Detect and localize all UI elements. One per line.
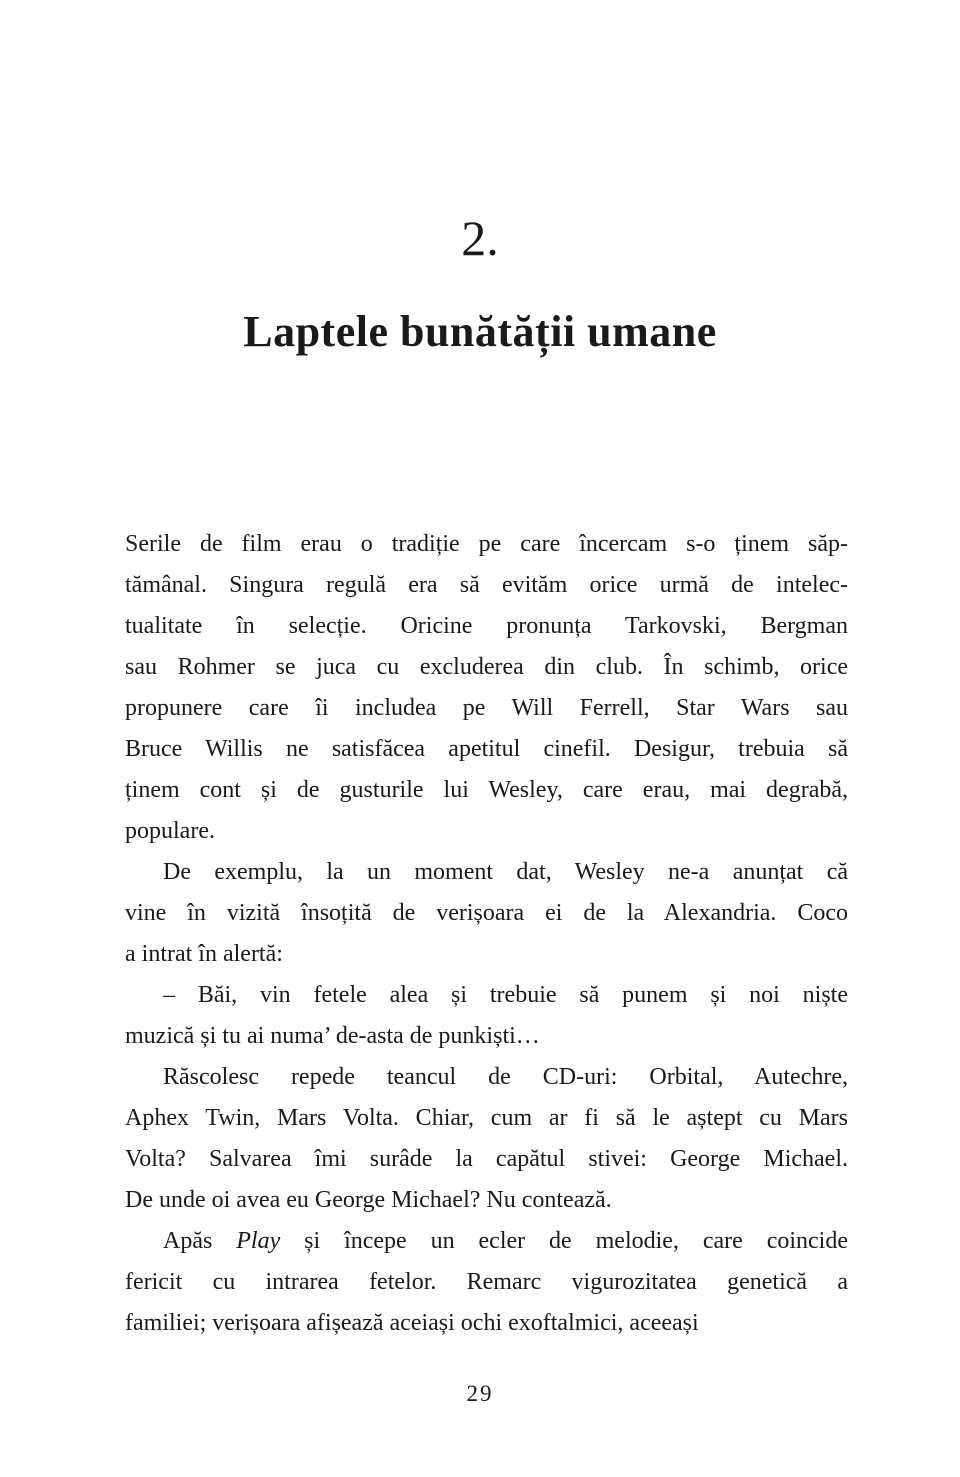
body-line: Bruce Willis ne satisfăcea apetitul cinefil. Desigur, trebuia să [125,736,848,762]
body-line: tămânal. Singura regulă era să evităm orice urmă de intelec- [125,572,848,598]
body-line: vine în vizită însoțită de verișoara ei de la Alexandria. Coco [125,900,848,926]
body-line: Aphex Twin, Mars Volta. Chiar, cum ar fi să le aștept cu Mars [125,1105,848,1131]
body-line: De exemplu, la un moment dat, Wesley ne-a anunțat că [163,859,848,885]
text-segment: și începe un ecler de melodie, care coincide [280,1228,849,1254]
paragraph [125,1221,848,1344]
body-line: fericit cu intrarea fetelor. Remarc vigurozitatea genetică a [125,1269,848,1295]
body-line: – Băi, vin fetele alea și trebuie să punem și noi niște [163,982,848,1008]
italic-word: Play [236,1228,281,1254]
paragraph [125,852,848,975]
text-segment: Apăs [163,1228,237,1254]
body-line: propunere care îi includea pe Will Ferrell, Star Wars sau [125,695,848,721]
paragraph [125,524,848,852]
page-number: 29 [466,1381,494,1406]
paragraph [125,975,848,1057]
body-line [125,1221,848,1262]
body-line: Serile de film erau o tradiție pe care încercam s-o ținem săp- [125,531,848,557]
body-line: Volta? Salvarea îmi surâde la capătul stivei: George Michael. [125,1146,848,1172]
body-line: a intrat în alertă: [125,941,283,967]
body-line: muzică și tu ai numa’ de-asta de punkiști… [125,1023,540,1049]
body-line: sau Rohmer se juca cu excluderea din club. În schimb, orice [125,654,848,680]
body-line: tualitate în selecție. Oricine pronunța Tarkovski, Bergman [125,613,848,639]
paragraph [125,1057,848,1221]
body-text [125,524,848,1344]
body-line: familiei; verișoara afișează aceiași ochi exoftalmici, aceeași [125,1310,699,1336]
body-line: Răscolesc repede teancul de CD-uri: Orbital, Autechre, [163,1064,848,1090]
chapter-number: 2. [461,210,499,266]
body-line: populare. [125,818,215,844]
body-line: De unde oi avea eu George Michael? Nu contează. [125,1187,612,1213]
body-line: ținem cont și de gusturile lui Wesley, care erau, mai degrabă, [125,777,848,803]
chapter-title: Laptele bunătății umane [243,307,717,356]
